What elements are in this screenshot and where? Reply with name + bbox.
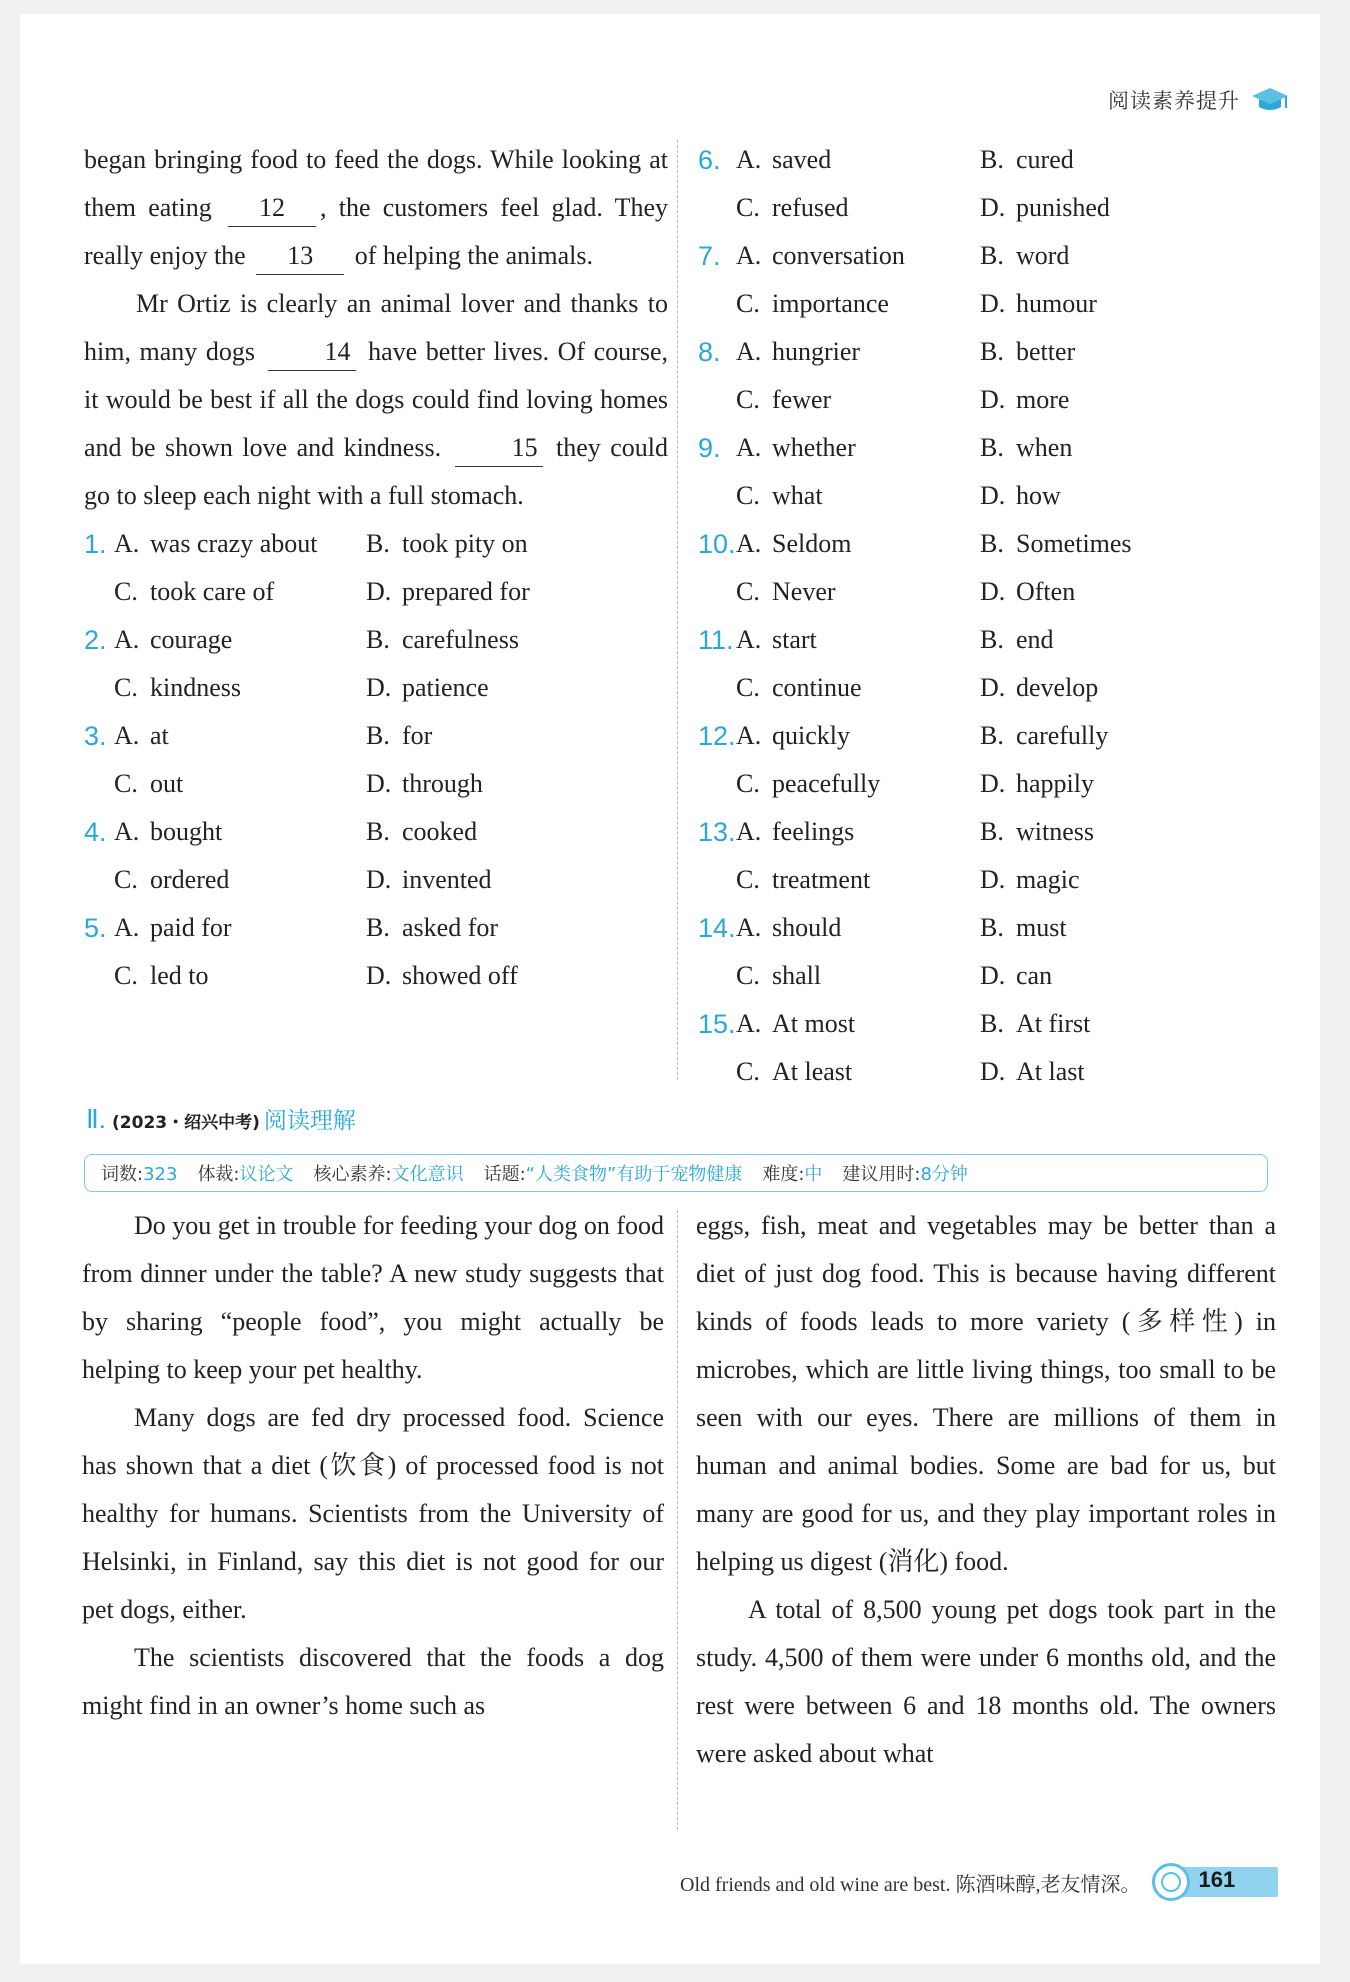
question-row [84, 664, 668, 712]
option-b: B. witness [980, 817, 1094, 846]
option-c: C. continue [736, 672, 862, 702]
info-topic: 话题:“人类食物”有助于宠物健康 [483, 1164, 743, 1185]
question-number: 7. [698, 240, 721, 271]
question-number: 11. [698, 624, 734, 655]
question-row [84, 808, 668, 856]
option-a: 9. A. whether [698, 432, 856, 463]
option-a: 13. A. feelings [698, 816, 855, 847]
passage1-paragraph-2: Mr Ortiz is clearly an animal lover and thanks to him, many dogs 14 have better lives. Of course, it would be best if all the dogs could find loving homes and be shown love and kindness. 15 they could go to sleep each night with a full stomach. [84, 289, 669, 510]
question-number: 1. [84, 528, 107, 559]
option-a: 7. A. conversation [698, 240, 905, 271]
option-c: C. peacefully [736, 768, 881, 798]
option-a: 14. A. should [698, 912, 842, 943]
option-d: D. At last [980, 1057, 1085, 1086]
section-number: Ⅱ. [86, 1104, 107, 1134]
question-row [698, 376, 1318, 424]
option-d: D. humour [980, 289, 1097, 318]
question-row [84, 760, 668, 808]
section-source: (2023・绍兴中考) [112, 1113, 260, 1133]
option-d: D. patience [366, 673, 489, 702]
option-a: 6. A. saved [698, 144, 832, 175]
option-c: C. At least [736, 1056, 853, 1086]
option-a: 15. A. At most [698, 1008, 856, 1039]
option-d: D. through [366, 769, 483, 798]
option-c: C. treatment [736, 864, 871, 894]
page-number: 161 [1198, 1867, 1236, 1892]
option-c: C. shall [736, 960, 822, 990]
option-a: 8. A. hungrier [698, 336, 861, 367]
info-genre: 体裁:议论文 [197, 1164, 294, 1185]
option-a: 10. A. Seldom [698, 528, 852, 559]
option-b: B. At first [980, 1009, 1091, 1038]
blank-15: 15 [455, 430, 543, 467]
passage2-paragraph: A total of 8,500 young pet dogs took part in the study. 4,500 of them were under 6 months old, and the rest were between 6 and 18 months old. The owners were asked about what [696, 1595, 1276, 1768]
page-number-badge [1152, 1863, 1278, 1901]
question-number: 12. [698, 720, 736, 751]
question-number: 4. [84, 816, 107, 847]
passage-info-bar [84, 1154, 1268, 1192]
question-row [84, 904, 668, 952]
question-row [698, 856, 1318, 904]
option-d: D. Often [980, 577, 1076, 606]
question-row [84, 568, 668, 616]
option-c: C. ordered [114, 864, 230, 894]
option-d: D. showed off [366, 961, 518, 990]
question-row [698, 712, 1318, 760]
section-2-heading [86, 1102, 356, 1135]
question-row [698, 1000, 1318, 1048]
question-row [84, 616, 668, 664]
option-c: C. fewer [736, 384, 832, 414]
question-number: 10. [698, 528, 736, 559]
option-c: C. what [736, 480, 823, 510]
questions-right [698, 136, 1318, 1096]
passage1-paragraph-1: began bringing food to feed the dogs. While looking at them eating 12 , the customers feel glad. They really enjoy the 13 of helping the animals. [84, 136, 668, 280]
option-b: B. when [980, 433, 1073, 462]
option-a: 4. A. bought [84, 816, 223, 847]
blank-14: 14 [268, 334, 356, 371]
header-title: 阅读素养提升 [1108, 89, 1240, 113]
question-row [698, 760, 1318, 808]
option-b: B. took pity on [366, 529, 528, 558]
column-divider-2 [677, 1210, 678, 1830]
question-row [698, 136, 1318, 184]
option-d: D. prepared for [366, 577, 530, 606]
question-number: 8. [698, 336, 721, 367]
info-word-count: 词数:323 [101, 1164, 178, 1185]
passage2-paragraph: Many dogs are fed dry processed food. Science has shown that a diet (饮食) of processed food is not healthy for humans. Scientists from the University of Helsinki, in Finland, say this diet is not good for our pet dogs, either. [82, 1403, 664, 1624]
passage2-paragraph: eggs, fish, meat and vegetables may be better than a diet of just dog food. This is because having different kinds of foods leads to more variety (多样性) in microbes, which are little living things, too small to be seen with our eyes. There are millions of them in human and animal bodies. Some are bad for us, but many are good for us, and they play important roles in helping us digest (消化) food. [696, 1211, 1276, 1576]
page-header [1108, 84, 1290, 116]
info-literacy: 核心素养:文化意识 [313, 1164, 464, 1185]
option-d: D. more [980, 385, 1070, 414]
question-row [698, 280, 1318, 328]
question-row [84, 520, 668, 568]
question-row [698, 424, 1318, 472]
option-b: B. cured [980, 145, 1074, 174]
question-row [698, 568, 1318, 616]
question-row [698, 520, 1318, 568]
option-b: B. must [980, 913, 1067, 942]
question-row [698, 328, 1318, 376]
option-d: D. happily [980, 769, 1094, 798]
option-c: C. out [114, 768, 184, 798]
question-row [84, 952, 668, 1000]
page-footer [680, 1863, 1278, 1901]
question-number: 2. [84, 624, 107, 655]
question-row [698, 616, 1318, 664]
option-b: B. word [980, 241, 1070, 270]
passage2-left-column [82, 1202, 664, 1730]
option-a: 11. A. start [698, 624, 817, 655]
blank-12: 12 [228, 190, 316, 227]
option-d: D. invented [366, 865, 492, 894]
option-b: B. cooked [366, 817, 478, 846]
question-row [698, 952, 1318, 1000]
option-a: 5. A. paid for [84, 912, 232, 943]
question-row [698, 1048, 1318, 1096]
option-d: D. develop [980, 673, 1099, 702]
option-d: D. can [980, 961, 1053, 990]
option-c: C. refused [736, 192, 849, 222]
question-number: 5. [84, 912, 107, 943]
question-row [698, 664, 1318, 712]
section-title: 阅读理解 [263, 1108, 356, 1134]
info-difficulty: 难度:中 [762, 1164, 823, 1185]
option-d: D. how [980, 481, 1061, 510]
option-a: 3. A. at [84, 720, 169, 751]
option-c: C. kindness [114, 672, 241, 702]
option-b: B. end [980, 625, 1054, 654]
graduation-cap-icon [1250, 84, 1290, 116]
question-row [84, 712, 668, 760]
question-row [698, 184, 1318, 232]
passage2-right-column [696, 1202, 1276, 1778]
option-b: B. Sometimes [980, 529, 1132, 558]
option-c: C. importance [736, 288, 889, 318]
passage1-left-column [84, 136, 668, 1000]
column-divider [677, 140, 678, 1080]
question-row [698, 232, 1318, 280]
question-row [698, 808, 1318, 856]
question-number: 3. [84, 720, 107, 751]
option-c: C. led to [114, 960, 209, 990]
question-number: 15. [698, 1008, 736, 1039]
footer-proverb: Old friends and old wine are best. 陈酒味醇,老友情深。 [680, 1873, 1141, 1896]
option-b: B. carefulness [366, 625, 519, 654]
question-number: 9. [698, 432, 721, 463]
option-d: D. punished [980, 193, 1110, 222]
option-a: 12. A. quickly [698, 720, 850, 751]
option-b: B. for [366, 721, 433, 750]
info-time: 建议用时:8分钟 [842, 1164, 968, 1185]
blank-13: 13 [256, 238, 344, 275]
question-number: 6. [698, 144, 721, 175]
option-b: B. carefully [980, 721, 1109, 750]
option-c: C. took care of [114, 576, 275, 606]
questions-left [84, 520, 668, 1000]
passage2-paragraph: The scientists discovered that the foods a dog might find in an owner’s home such as [82, 1643, 664, 1720]
passage2-paragraph: Do you get in trouble for feeding your dog on food from dinner under the table? A new study suggests that by sharing “people food”, you might actually be helping to keep your pet healthy. [82, 1211, 665, 1384]
option-a: 2. A. courage [84, 624, 233, 655]
question-number: 14. [698, 912, 736, 943]
question-row [698, 472, 1318, 520]
question-row [84, 856, 668, 904]
option-d: D. magic [980, 865, 1080, 894]
question-number: 13. [698, 816, 736, 847]
option-c: C. Never [736, 576, 836, 606]
option-b: B. asked for [366, 913, 499, 942]
option-b: B. better [980, 337, 1076, 366]
question-row [698, 904, 1318, 952]
option-a: 1. A. was crazy about [84, 528, 318, 559]
